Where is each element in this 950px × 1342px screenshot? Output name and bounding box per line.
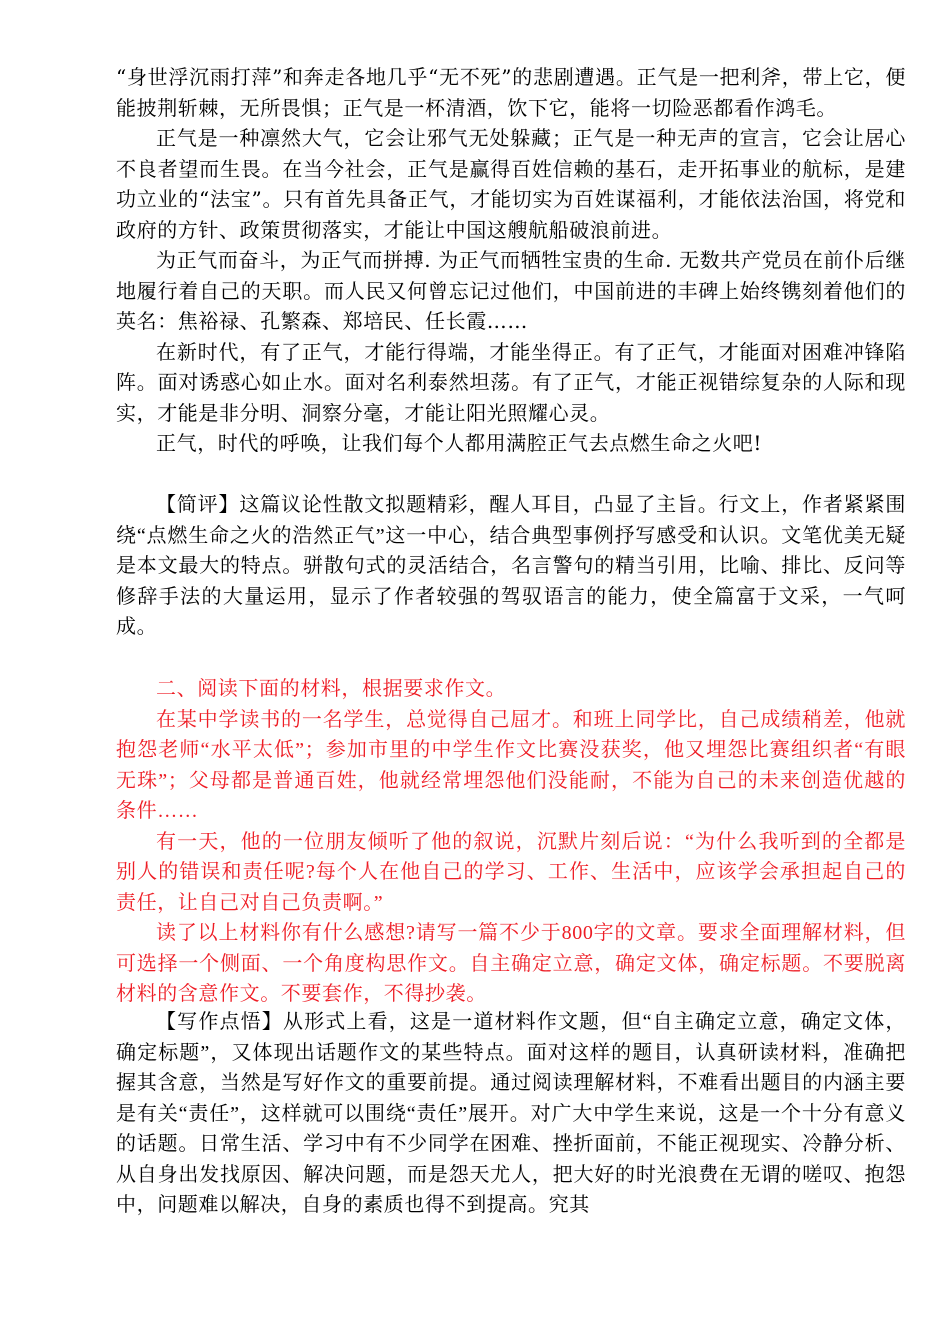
essay-paragraph-4: 正气，时代的呼唤，让我们每个人都用满腔正气去点燃生命之火吧! <box>156 431 763 455</box>
writing-insight-section <box>116 1007 906 1221</box>
essay-section <box>116 62 906 459</box>
essay-paragraph-0: “身世浮沉雨打萍”和奔走各地几乎“无不死”的悲剧遭遇。正气是一把利斧，带上它，便能披荆斩棘，无所畏惧；正气是一杯清酒，饮下它，能将一切险恶都看作鸿毛。 <box>116 65 906 120</box>
insight-paragraph: 【写作点悟】从形式上看，这是一道材料作文题，但“自主确定立意，确定文体，确定标题”，又体现出话题作文的某些特点。面对这样的题目，认真研读材料，准确把握其含意，当然是写好作文的重要前提。通过阅读理解材料，不难看出题目的内涵主要是有关“责任”，这样就可以围绕“责任”展开。对广大中学生来说，这是一个十分有意义的话题。日常生活、学习中有不少同学在困难、挫折面前，不能正视现实、冷静分析、从自身出发找原因、解决问题，而是怨天尤人，把大好的时光浪费在无谓的嗟叹、抱怨中，问题难以解决，自身的素质也得不到提高。究其 <box>116 1011 906 1216</box>
task-material-paragraph-2: 有一天，他的一位朋友倾听了他的叙说，沉默片刻后说：“为什么我听到的全都是别人的错误和责任呢?每个人在他自己的学习、工作、生活中，应该学会承担起自己的责任，让自己对自己负责啊。” <box>116 830 906 914</box>
task-heading: 二、阅读下面的材料，根据要求作文。 <box>156 678 507 700</box>
task-material-paragraph-1: 在某中学读书的一名学生，总觉得自己屈才。和班上同学比，自己成绩稍差，他就抱怨老师“水平太低”；参加市里的中学生作文比赛没获奖，他又埋怨比赛组织者“有眼无珠”；父母都是普通百姓，他就经常埋怨他们没能耐，不能为自己的未来创造优越的条件…… <box>116 708 906 822</box>
task-requirement-paragraph: 读了以上材料你有什么感想?请写一篇不少于800字的文章。要求全面理解材料，但可选择一个侧面、一个角度构思作文。自主确定立意，确定文体，确定标题。不要脱离材料的含意作文。不要套作，不得抄袭。 <box>116 922 906 1005</box>
writing-task-section <box>116 674 906 1010</box>
essay-paragraph-3: 在新时代，有了正气，才能行得端，才能坐得正。有了正气，才能面对困难冲锋陷阵。面对诱惑心如止水。面对名利泰然坦荡。有了正气，才能正视错综复杂的人际和现实，才能是非分明、洞察分毫，才能让阳光照耀心灵。 <box>116 339 906 425</box>
essay-paragraph-2: 为正气而奋斗，为正气而拼搏. 为正气而牺牲宝贵的生命. 无数共产党员在前仆后继地履行着自己的天职。而人民又何曾忘记过他们，中国前进的丰碑上始终镌刻着他们的英名：焦裕禄、孔繁森、郑培民、任长霞…… <box>116 248 906 333</box>
essay-paragraph-1: 正气是一种凛然大气，它会让邪气无处躲藏；正气是一种无声的宣言，它会让居心不良者望而生畏。在当今社会，正气是赢得百姓信赖的基石，走开拓事业的航标，是建功立业的“法宝”。只有首先具备正气，才能切实为百姓谋福利，才能依法治国，将党和政府的方针、政策贯彻落实，才能让中国这艘航船破浪前进。 <box>116 126 906 242</box>
review-section <box>116 490 906 643</box>
review-paragraph: 【简评】这篇议论性散文拟题精彩，醒人耳目，凸显了主旨。行文上，作者紧紧围绕“点燃生命之火的浩然正气”这一中心，结合典型事例抒写感受和认识。文笔优美无疑是本文最大的特点。骈散句式的灵活结合，名言警句的精当引用，比喻、排比、反问等修辞手法的大量运用，显示了作者较强的驾驭语言的能力，使全篇富于文采，一气呵成。 <box>116 494 906 638</box>
